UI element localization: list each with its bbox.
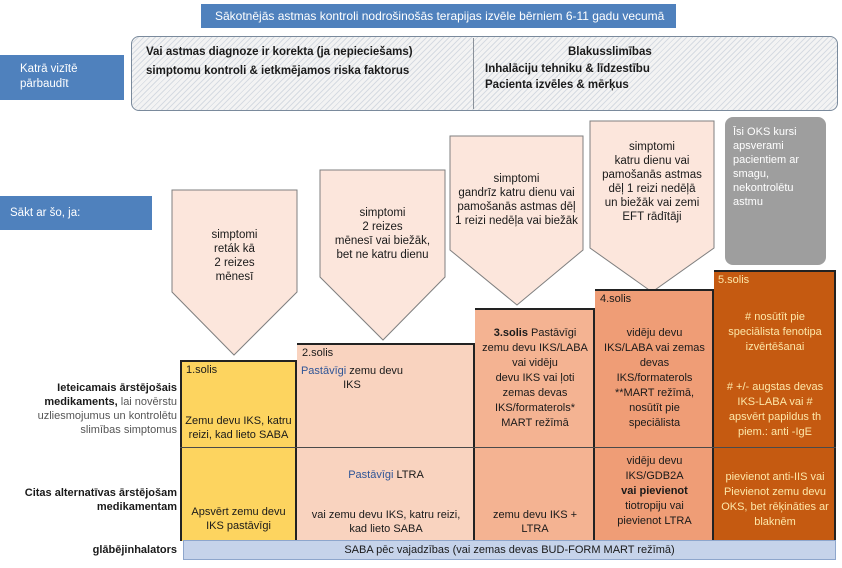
arrow-line: pamošanās astmas dēļ bbox=[457, 201, 576, 213]
other-row-label bbox=[0, 486, 177, 514]
step-2-preferred bbox=[297, 364, 407, 392]
step-3-first-line bbox=[475, 326, 595, 341]
arrow-line: gandrīz katru dienu vai bbox=[458, 187, 575, 199]
visit-right-item: Inhalāciju tehniku & līdzestību bbox=[485, 63, 650, 75]
row-label-bold: medikaments, bbox=[44, 396, 118, 408]
arrow-text-4 bbox=[590, 140, 714, 224]
step-4-preferred bbox=[595, 326, 714, 431]
row-divider bbox=[180, 447, 836, 448]
row-label-line: Ieteicamais ārstējošais bbox=[57, 382, 177, 394]
step-text-line: IKS/formaterols* bbox=[494, 402, 576, 414]
ocs-line: astmu bbox=[733, 196, 763, 208]
row-label-line: uzliesmojumus un kontrolētu bbox=[37, 410, 177, 422]
preferred-row-label bbox=[0, 381, 177, 437]
visit-label-line1: Katrā vizītē bbox=[20, 63, 78, 75]
step-text-line: blaknēm bbox=[754, 516, 796, 528]
ocs-line: apsverami bbox=[733, 140, 784, 152]
visit-right-item: Blakusslimības bbox=[568, 46, 652, 58]
step-text-line: vidēju devu bbox=[626, 455, 683, 467]
step-text-line: devas bbox=[639, 357, 670, 369]
step-5-referral bbox=[714, 310, 836, 355]
page-title: Sākotnējās astmas kontroli nodrošinošās terapijas izvēle bērniem 6-11 gadu vecumā bbox=[201, 4, 676, 28]
step-text-line: apsvērt papildus th bbox=[728, 411, 822, 423]
step-text-line: speciālista bbox=[628, 417, 681, 429]
start-condition-label: Sākt ar šo, ja: bbox=[0, 196, 152, 230]
step-4-head: 4.solis bbox=[600, 293, 632, 305]
arrow-text-1 bbox=[172, 228, 297, 284]
step-text-line: IKS/LABA vai zemas bbox=[604, 342, 705, 354]
arrow-line: mēnesī bbox=[215, 271, 254, 283]
step-3-preferred bbox=[475, 326, 595, 431]
step-text-line: vidēju devu bbox=[626, 327, 683, 339]
step-text-line: MART režīmā bbox=[501, 417, 569, 429]
step-text-line: IKS/GDB2A bbox=[625, 470, 684, 482]
step-text-line: kad lieto SABA bbox=[349, 523, 423, 535]
ocs-line: smagu, bbox=[733, 168, 770, 180]
ocs-line: Īsi OKS kursi bbox=[733, 126, 797, 138]
arrow-line: 1 reizi nedēļa vai biežāk bbox=[455, 215, 578, 227]
arrow-line: simptomi bbox=[493, 173, 540, 185]
step-1-other bbox=[180, 505, 297, 533]
step-text-line: Pievienot zemu devu bbox=[723, 486, 827, 498]
step-2-other bbox=[297, 468, 475, 482]
arrow-text-3 bbox=[450, 172, 583, 228]
step-1-preferred bbox=[180, 414, 297, 442]
arrow-line: 2 reizes bbox=[214, 257, 255, 269]
arrow-line: simptomi bbox=[211, 229, 258, 241]
visit-left-item: simptomu kontroli & ietkmējamos riska faktorus bbox=[146, 65, 410, 77]
step-text-line: IKS/formaterols bbox=[616, 372, 693, 384]
arrow-text-2 bbox=[320, 206, 445, 262]
emphasis-word: Pastāvīgi bbox=[300, 365, 347, 377]
step-5-other bbox=[714, 470, 836, 530]
step-text: LTRA bbox=[393, 469, 424, 481]
step-5-preferred bbox=[714, 380, 836, 440]
ocs-line: pacientiem ar bbox=[733, 154, 800, 166]
oral-steroid-note bbox=[725, 117, 826, 265]
step-text-line: Zemu devu IKS, katru bbox=[185, 415, 292, 427]
arrow-line: reták kā bbox=[214, 243, 255, 255]
reliever-row-label: glābējinhalators bbox=[92, 544, 177, 556]
arrow-line: simptomi bbox=[628, 141, 675, 153]
step-text-line: speciālista fenotipa bbox=[728, 326, 822, 338]
step-text-line: IKS-LABA vai # bbox=[737, 396, 813, 408]
arrow-line: katru dienu vai bbox=[614, 155, 690, 167]
step-3-other bbox=[475, 508, 595, 536]
step-3-head: 3.solis bbox=[493, 327, 528, 339]
step-text-line: Apsvērt zemu devu bbox=[191, 506, 286, 518]
arrow-line: dēļ 1 reizi nedēļā bbox=[608, 183, 696, 195]
visit-left-item: Vai astmas diagnoze ir korekta (ja nepieciešams) bbox=[146, 46, 413, 58]
arrow-line: un biežāk vai zemi bbox=[604, 197, 700, 209]
row-label-line bbox=[0, 395, 177, 409]
visit-label-line2: pārbaudīt bbox=[20, 78, 69, 90]
row-label-line: Citas alternatīvas ārstējošam bbox=[24, 487, 177, 499]
step-2-other-alt bbox=[297, 508, 475, 536]
step-text-line: pievienot LTRA bbox=[617, 515, 692, 527]
step-1-head: 1.solis bbox=[186, 364, 218, 376]
reliever-bar: SABA pēc vajadzības (vai zemas devas BUD-FORM MART režīmā) bbox=[183, 540, 836, 560]
emphasis-word: Pastāvīgi bbox=[348, 469, 394, 481]
step-text-line: LTRA bbox=[521, 523, 549, 535]
row-label-line: slimības simptomus bbox=[80, 424, 177, 436]
arrow-line: mēnesī vai biežāk, bbox=[334, 235, 431, 247]
step-text-line: vai zemu devu IKS, katru reizi, bbox=[311, 509, 461, 521]
step-text-line: reizi, kad lieto SABA bbox=[188, 429, 289, 441]
step-5-head: 5.solis bbox=[718, 274, 750, 286]
step-text-line: devu IKS vai ļoti bbox=[495, 372, 575, 384]
step-text-line: vai vidēju bbox=[512, 357, 558, 369]
row-label-line: medikamentam bbox=[96, 501, 177, 513]
step-4-other bbox=[595, 454, 714, 529]
row-label-light: lai novērstu bbox=[117, 396, 177, 408]
step-text-line: # nosūtīt pie bbox=[745, 311, 805, 323]
step-text-line: IKS pastāvīgi bbox=[206, 520, 271, 532]
step-text-line: nosūtīt pie bbox=[629, 402, 680, 414]
step-text: Pastāvīgi bbox=[527, 327, 577, 339]
step-text-line: zemu devu IKS + bbox=[492, 509, 578, 521]
ocs-line: nekontrolētu bbox=[733, 182, 794, 194]
step-text-line: pievienot anti-IIS vai bbox=[725, 471, 825, 483]
step-text: zemu devu IKS bbox=[343, 365, 404, 391]
step-text-line: izvērtēšanai bbox=[745, 341, 805, 353]
visit-right-item: Pacienta izvēles & mērķus bbox=[485, 79, 629, 91]
arrow-line: 2 reizes bbox=[362, 221, 403, 233]
step-text-line: OKS, bet rēķināties ar bbox=[721, 501, 829, 513]
step-text-line: vai pievienot bbox=[621, 485, 688, 497]
step-text-line: zemas devas bbox=[502, 387, 568, 399]
arrow-line: EFT rādītāji bbox=[622, 211, 682, 223]
step-text-line: tiotropiju vai bbox=[625, 500, 684, 512]
step-text-line: # +/- augstas devas bbox=[726, 381, 824, 393]
step-text-line: piem.: anti -IgE bbox=[738, 426, 812, 438]
arrow-line: simptomi bbox=[359, 207, 406, 219]
step-2-head: 2.solis bbox=[302, 347, 334, 359]
step-text-line: **MART režīmā, bbox=[614, 387, 695, 399]
arrow-line: pamošanās astmas bbox=[602, 169, 702, 181]
arrow-line: bet ne katru dienu bbox=[336, 249, 429, 261]
step-text-line: zemu devu IKS/LABA bbox=[482, 342, 588, 354]
